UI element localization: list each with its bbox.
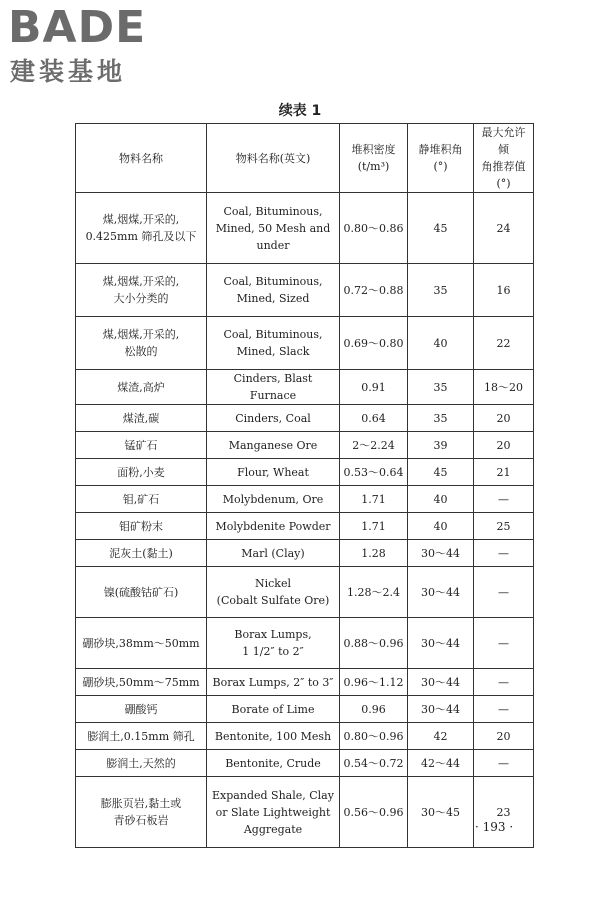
table-row xyxy=(76,777,534,848)
logo-wordmark: BADE xyxy=(8,2,147,53)
table-cell: 钼矿粉末 xyxy=(76,513,207,540)
table-cell: 0.54～0.72 xyxy=(340,750,408,777)
table-cell: Coal, Bituminous, Mined, 50 Mesh and under xyxy=(207,193,340,264)
table-cell: Expanded Shale, Clay or Slate Lightweight Aggregate xyxy=(207,777,340,848)
table-cell: — xyxy=(474,486,534,513)
table-cell: 1.28 xyxy=(340,540,408,567)
table-cell: 0.56～0.96 xyxy=(340,777,408,848)
table-cell: 0.96～1.12 xyxy=(340,669,408,696)
table-row xyxy=(76,432,534,459)
table-cell: Manganese Ore xyxy=(207,432,340,459)
table-row xyxy=(76,723,534,750)
table-row xyxy=(76,405,534,432)
table-cell: 煤渣,碳 xyxy=(76,405,207,432)
table-cell: 30～44 xyxy=(408,618,474,669)
table-cell: 20 xyxy=(474,405,534,432)
table-cell: Coal, Bituminous, Mined, Sized xyxy=(207,264,340,317)
table-cell: 42～44 xyxy=(408,750,474,777)
logo xyxy=(8,2,178,86)
header-cell: 堆积密度 (t/m³) xyxy=(340,124,408,193)
table-cell: 39 xyxy=(408,432,474,459)
page-number: · 193 · xyxy=(475,820,514,834)
logo-chinese-text: 建装基地 xyxy=(10,57,127,86)
table-cell: 煤,烟煤,开采的, 大小分类的 xyxy=(76,264,207,317)
table-row xyxy=(76,486,534,513)
table-row xyxy=(76,459,534,486)
table-cell: 0.96 xyxy=(340,696,408,723)
table-cell: 煤,烟煤,开采的, 0.425mm 筛孔及以下 xyxy=(76,193,207,264)
table-cell: 42 xyxy=(408,723,474,750)
table-cell: 25 xyxy=(474,513,534,540)
table-cell: Cinders, Coal xyxy=(207,405,340,432)
table-cell: 30～44 xyxy=(408,669,474,696)
table-cell: 30～44 xyxy=(408,540,474,567)
table-cell: 0.69～0.80 xyxy=(340,317,408,370)
table-cell: 膨润土,0.15mm 筛孔 xyxy=(76,723,207,750)
table-cell: 面粉,小麦 xyxy=(76,459,207,486)
table-cell: — xyxy=(474,567,534,618)
table-cell: 煤渣,高炉 xyxy=(76,370,207,405)
table-cell: 30～44 xyxy=(408,696,474,723)
table-cell: Borate of Lime xyxy=(207,696,340,723)
table-cell: 0.64 xyxy=(340,405,408,432)
table-cell: 35 xyxy=(408,370,474,405)
table-cell: 0.72～0.88 xyxy=(340,264,408,317)
table-cell: 0.53～0.64 xyxy=(340,459,408,486)
material-table xyxy=(75,123,534,848)
table-row xyxy=(76,540,534,567)
table-cell: Cinders, Blast Furnace xyxy=(207,370,340,405)
table-cell: — xyxy=(474,618,534,669)
table-cell: Marl (Clay) xyxy=(207,540,340,567)
header-cell: 物料名称(英文) xyxy=(207,124,340,193)
table-cell: 2～2.24 xyxy=(340,432,408,459)
table-row xyxy=(76,264,534,317)
table-cell: 0.80～0.86 xyxy=(340,193,408,264)
table-cell: 0.91 xyxy=(340,370,408,405)
table-cell: 30～45 xyxy=(408,777,474,848)
table-cell: 硼砂块,38mm～50mm xyxy=(76,618,207,669)
header-cell: 静堆积角 (°) xyxy=(408,124,474,193)
table-cell: Coal, Bituminous, Mined, Slack xyxy=(207,317,340,370)
table-cell: 23 xyxy=(474,777,534,848)
table-header-row xyxy=(76,124,534,193)
table-cell: Bentonite, 100 Mesh xyxy=(207,723,340,750)
table-row xyxy=(76,750,534,777)
table-cell: 40 xyxy=(408,486,474,513)
table-cell: 40 xyxy=(408,513,474,540)
table-row xyxy=(76,317,534,370)
table-cell: Molybdenite Powder xyxy=(207,513,340,540)
table-cell: 20 xyxy=(474,723,534,750)
table-row xyxy=(76,513,534,540)
header-cell: 最大允许倾 角推荐值(°) xyxy=(474,124,534,193)
table-cell: 0.88～0.96 xyxy=(340,618,408,669)
table-cell: Borax Lumps, 1 1/2″ to 2″ xyxy=(207,618,340,669)
table-row xyxy=(76,669,534,696)
table-cell: 锰矿石 xyxy=(76,432,207,459)
table-cell: 18～20 xyxy=(474,370,534,405)
header-cell: 物料名称 xyxy=(76,124,207,193)
table-row xyxy=(76,193,534,264)
table-cell: 钼,矿石 xyxy=(76,486,207,513)
table-body xyxy=(76,193,534,848)
table-cell: 泥灰土(黏土) xyxy=(76,540,207,567)
table-caption: 续表 1 xyxy=(278,103,322,119)
table-cell: 硼酸钙 xyxy=(76,696,207,723)
table-cell: Flour, Wheat xyxy=(207,459,340,486)
table-cell: Molybdenum, Ore xyxy=(207,486,340,513)
table-cell: 45 xyxy=(408,459,474,486)
table-cell: 膨润土,天然的 xyxy=(76,750,207,777)
table-cell: 24 xyxy=(474,193,534,264)
table-row xyxy=(76,696,534,723)
table-cell: 22 xyxy=(474,317,534,370)
table-cell: Nickel (Cobalt Sulfate Ore) xyxy=(207,567,340,618)
table-cell: — xyxy=(474,750,534,777)
table-cell: 16 xyxy=(474,264,534,317)
table-cell: — xyxy=(474,669,534,696)
table-cell: Bentonite, Crude xyxy=(207,750,340,777)
table-cell: 1.71 xyxy=(340,486,408,513)
table-cell: 硼砂块,50mm～75mm xyxy=(76,669,207,696)
table-cell: 20 xyxy=(474,432,534,459)
table-cell: — xyxy=(474,696,534,723)
table-cell: 镍(硫酸钴矿石) xyxy=(76,567,207,618)
table-cell: 煤,烟煤,开采的, 松散的 xyxy=(76,317,207,370)
table-cell: 1.71 xyxy=(340,513,408,540)
table-cell: 35 xyxy=(408,405,474,432)
table-cell: 21 xyxy=(474,459,534,486)
table-cell: 40 xyxy=(408,317,474,370)
table-cell: 1.28～2.4 xyxy=(340,567,408,618)
table-cell: 30～44 xyxy=(408,567,474,618)
table-cell: 35 xyxy=(408,264,474,317)
table-cell: 45 xyxy=(408,193,474,264)
table-row xyxy=(76,567,534,618)
table-cell: — xyxy=(474,540,534,567)
table-row xyxy=(76,618,534,669)
table-cell: 膨胀页岩,黏土或 青砂石板岩 xyxy=(76,777,207,848)
table-row xyxy=(76,370,534,405)
table-cell: 0.80～0.96 xyxy=(340,723,408,750)
table-cell: Borax Lumps, 2″ to 3″ xyxy=(207,669,340,696)
